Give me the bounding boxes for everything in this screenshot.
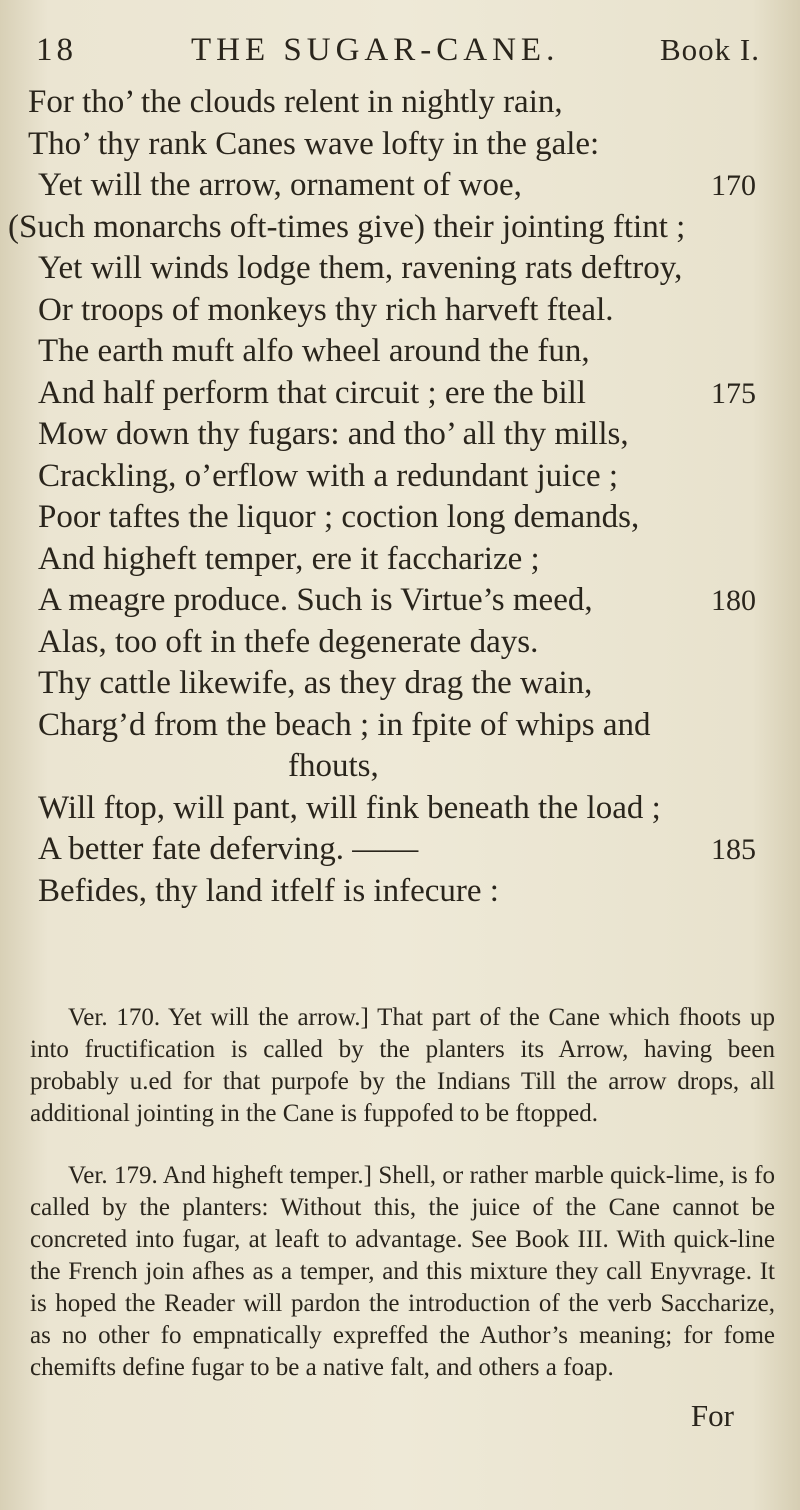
poem-line bbox=[28, 871, 778, 913]
poem-line bbox=[28, 829, 778, 871]
poem-line bbox=[28, 331, 778, 373]
line-number: 175 bbox=[711, 376, 756, 410]
poem-line-text: Yet will the arrow, ornament of woe, bbox=[38, 167, 522, 203]
poem-line bbox=[28, 373, 778, 415]
page-number: 18 bbox=[36, 32, 77, 68]
book-label: Book I. bbox=[660, 32, 760, 67]
poem-line-text: Poor taftes the liquor ; coction long demands, bbox=[38, 499, 640, 535]
line-number: 180 bbox=[711, 584, 756, 617]
catchword: For bbox=[690, 1398, 734, 1433]
poem-text bbox=[8, 82, 778, 912]
poem-line bbox=[28, 705, 778, 747]
poem-line-text: Thy cattle likewife, as they drag the wain, bbox=[38, 665, 593, 701]
running-title: THE SUGAR-CANE. bbox=[191, 32, 560, 68]
poem-line bbox=[28, 497, 778, 539]
poem-line-text: (Such monarchs oft-times give) their jointing ftint ; bbox=[8, 208, 686, 245]
poem-line-text: Charg’d from the beach ; in fpite of whips and bbox=[38, 706, 651, 743]
poem-line-text: Alas, too oft in thefe degenerate days. bbox=[38, 623, 539, 660]
poem-line-text: Befides, thy land itfelf is infecure : bbox=[38, 872, 499, 909]
poem-line bbox=[28, 746, 778, 788]
poem-line-text: Yet will winds lodge them, ravening rats deftroy, bbox=[38, 250, 683, 286]
poem-line-text: Will ftop, will pant, will fink beneath the load ; bbox=[38, 789, 661, 826]
poem-line bbox=[28, 124, 778, 166]
footnote: Ver. 170. Yet will the arrow.] That part of the Cane which fhoots up into fructification is called by the planters its Arrow, having been probably u.ed for that purpofe by the Indians Till the arrow drops, all additional jointing in the Cane is fuppofed to be ftopped. bbox=[30, 1004, 775, 1127]
poem-line-text: A meagre produce. Such is Virtue’s meed, bbox=[38, 582, 593, 618]
running-header bbox=[36, 24, 760, 74]
poem-line bbox=[28, 622, 778, 664]
footnote: Ver. 179. And higheft temper.] Shell, or rather marble quick-lime, is fo called by the planters: Without this, the juice of the Cane cannot be concreted into fugar, at leaft to advantage. See Book III. With quick-line the French join afhes as a temper, and this mixture they call Enyvrage. It is hoped the Reader will pardon the introduction of the verb Saccharize, as no other fo empnatically expreffed the Author’s meaning; for fome chemifts define fugar to be a native falt, and others a foap. bbox=[30, 1162, 775, 1381]
poem-line-text: Crackling, o’erflow with a redundant juice ; bbox=[38, 457, 619, 494]
poem-line bbox=[28, 663, 778, 705]
poem-line-text: For tho’ the clouds relent in nightly rain, bbox=[28, 84, 563, 120]
poem-line bbox=[8, 207, 778, 249]
poem-line bbox=[28, 248, 778, 290]
poem-line-text: And half perform that circuit ; ere the bill bbox=[38, 374, 586, 411]
poem-line bbox=[28, 539, 778, 581]
poem-line bbox=[28, 165, 778, 207]
poem-line-text: Or troops of monkeys thy rich harveft fteal. bbox=[38, 291, 614, 328]
line-number: 185 bbox=[711, 833, 756, 866]
poem-line bbox=[28, 788, 778, 830]
poem-line bbox=[28, 456, 778, 498]
poem-line-text: Tho’ thy rank Canes wave lofty in the gale: bbox=[28, 125, 600, 162]
poem-line bbox=[28, 290, 778, 332]
poem-line-text: And higheft temper, ere it faccharize ; bbox=[38, 540, 540, 577]
footnotes bbox=[30, 1002, 775, 1414]
poem-line bbox=[28, 414, 778, 456]
poem-line-text: fhouts, bbox=[288, 748, 379, 784]
line-number: 170 bbox=[711, 169, 756, 202]
poem-line-text: A better fate deferving. —— bbox=[38, 831, 419, 867]
poem-line-text: Mow down thy fugars: and tho’ all thy mills, bbox=[38, 416, 629, 452]
poem-line bbox=[28, 82, 778, 124]
poem-line bbox=[28, 580, 778, 622]
poem-line-text: The earth muft alfo wheel around the fun, bbox=[38, 333, 590, 369]
